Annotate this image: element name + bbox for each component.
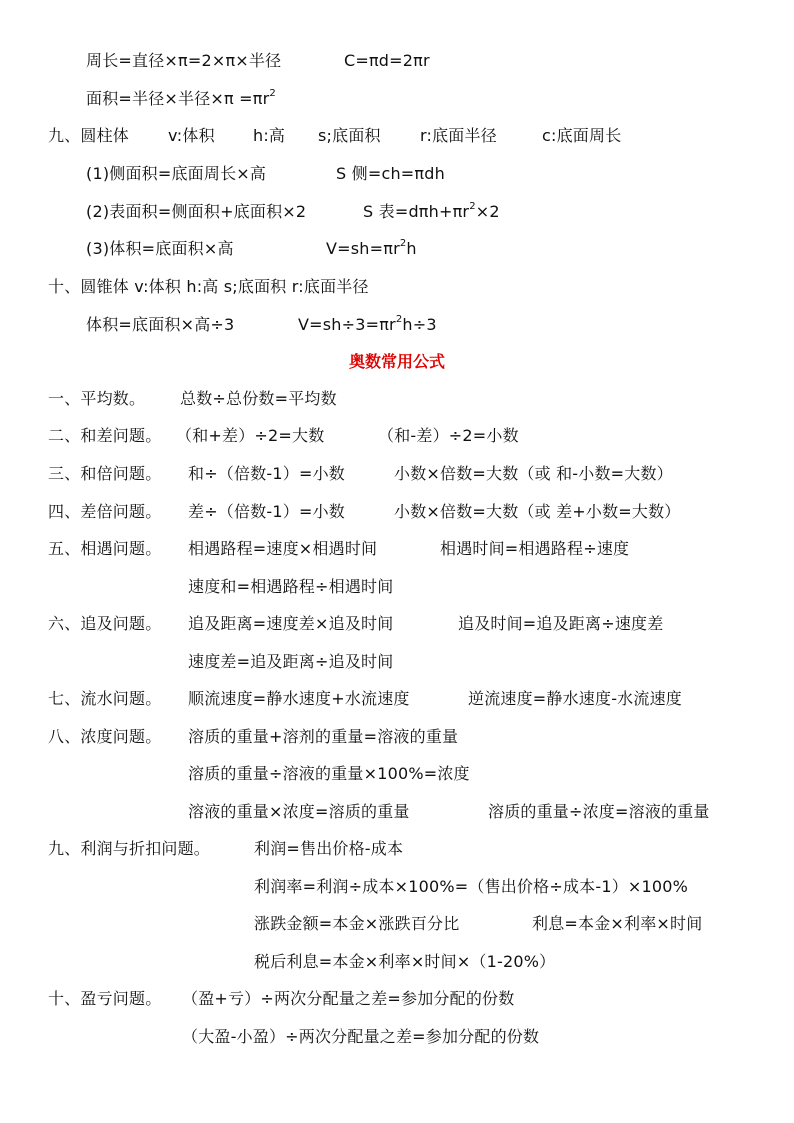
item-label: 四、差倍问题。 bbox=[48, 502, 162, 521]
item-label: 一、平均数。 bbox=[48, 389, 146, 408]
circle-area-text: 面积=半径×半径$\times\pi =\pi r^2$ bbox=[86, 87, 276, 108]
cylinder-var-v: v:体积 bbox=[168, 126, 215, 145]
item-label: 十、盈亏问题。 bbox=[48, 989, 162, 1008]
item-label: 七、流水问题。 bbox=[48, 689, 162, 708]
cylinder-volume-formula: $V=sh=\pi r^2h$ bbox=[326, 237, 417, 258]
item-formula: 追及距离=速度差×追及时间 bbox=[188, 614, 394, 633]
item-formula: （和+差）÷2=大数 bbox=[176, 426, 325, 445]
item-formula: 相遇路程=速度×相遇时间 bbox=[188, 539, 378, 558]
item-formula: （和-差）÷2=小数 bbox=[378, 426, 519, 445]
cylinder-lateral-formula: S 侧=ch=πdh bbox=[336, 164, 445, 183]
item-formula: 利润=售出价格-成本 bbox=[254, 839, 404, 858]
olympiad-title: 奥数常用公式 bbox=[348, 352, 445, 371]
item-formula: 速度和=相遇路程÷相遇时间 bbox=[188, 577, 394, 596]
cone-volume-formula: $V=sh\div 3=\pi r^2h\div 3$ bbox=[298, 313, 437, 334]
item-formula: 小数×倍数=大数（或 和-小数=大数） bbox=[394, 464, 673, 483]
item-formula: （盈+亏）÷两次分配量之差=参加分配的份数 bbox=[182, 989, 515, 1008]
item-formula: 速度差=追及距离÷追及时间 bbox=[188, 652, 394, 671]
item-formula: 溶液的重量×浓度=溶质的重量 bbox=[188, 802, 410, 821]
cone-heading: 十、圆锥体 v:体积 h:高 s;底面积 r:底面半径 bbox=[48, 277, 369, 296]
item-formula: 逆流速度=静水速度-水流速度 bbox=[468, 689, 682, 708]
cone-volume-text: 体积=底面积×高÷3 bbox=[86, 315, 235, 334]
item-formula: （大盈-小盈）÷两次分配量之差=参加分配的份数 bbox=[182, 1027, 540, 1046]
cylinder-var-c: c:底面周长 bbox=[542, 126, 622, 145]
item-formula: 总数÷总份数=平均数 bbox=[180, 389, 337, 408]
cylinder-heading: 九、圆柱体 bbox=[48, 126, 130, 145]
cylinder-lateral-text: (1)侧面积=底面周长×高 bbox=[86, 164, 267, 183]
item-formula: 溶质的重量÷浓度=溶液的重量 bbox=[488, 802, 710, 821]
item-formula: 税后利息=本金×利率×时间×（1-20%） bbox=[254, 952, 556, 971]
cylinder-var-s: s;底面积 bbox=[318, 126, 381, 145]
item-label: 二、和差问题。 bbox=[48, 426, 162, 445]
item-label: 三、和倍问题。 bbox=[48, 464, 162, 483]
item-formula: 溶质的重量+溶剂的重量=溶液的重量 bbox=[188, 727, 459, 746]
item-formula: 涨跌金额=本金×涨跌百分比 bbox=[254, 914, 460, 933]
item-formula: 溶质的重量÷溶液的重量×100%=浓度 bbox=[188, 764, 470, 783]
item-formula: 小数×倍数=大数（或 差+小数=大数） bbox=[394, 502, 681, 521]
cylinder-surface-formula: S 表$=d\pi h+\pi r^2\times 2$ bbox=[363, 200, 500, 221]
cylinder-var-h: h:高 bbox=[253, 126, 286, 145]
cylinder-var-r: r:底面半径 bbox=[420, 126, 497, 145]
item-label: 八、浓度问题。 bbox=[48, 727, 162, 746]
item-formula: 和÷（倍数-1）=小数 bbox=[188, 464, 345, 483]
item-label: 六、追及问题。 bbox=[48, 614, 162, 633]
cylinder-surface-text: (2)表面积=侧面积+底面积×2 bbox=[86, 202, 307, 221]
cylinder-volume-text: (3)体积=底面积×高 bbox=[86, 239, 234, 258]
item-formula: 相遇时间=相遇路程÷速度 bbox=[440, 539, 630, 558]
item-formula: 利润率=利润÷成本×100%=（售出价格÷成本-1）×100% bbox=[254, 877, 689, 896]
item-formula: 差÷（倍数-1）=小数 bbox=[188, 502, 345, 521]
item-formula: 追及时间=追及距离÷速度差 bbox=[458, 614, 664, 633]
item-formula: 利息=本金×利率×时间 bbox=[532, 914, 703, 933]
circle-perimeter-text: 周长=直径×π=2×π×半径 bbox=[86, 51, 282, 70]
item-label: 九、利润与折扣问题。 bbox=[48, 839, 211, 858]
item-formula: 顺流速度=静水速度+水流速度 bbox=[188, 689, 410, 708]
circle-perimeter-formula: C=πd=2πr bbox=[344, 51, 430, 70]
item-label: 五、相遇问题。 bbox=[48, 539, 162, 558]
